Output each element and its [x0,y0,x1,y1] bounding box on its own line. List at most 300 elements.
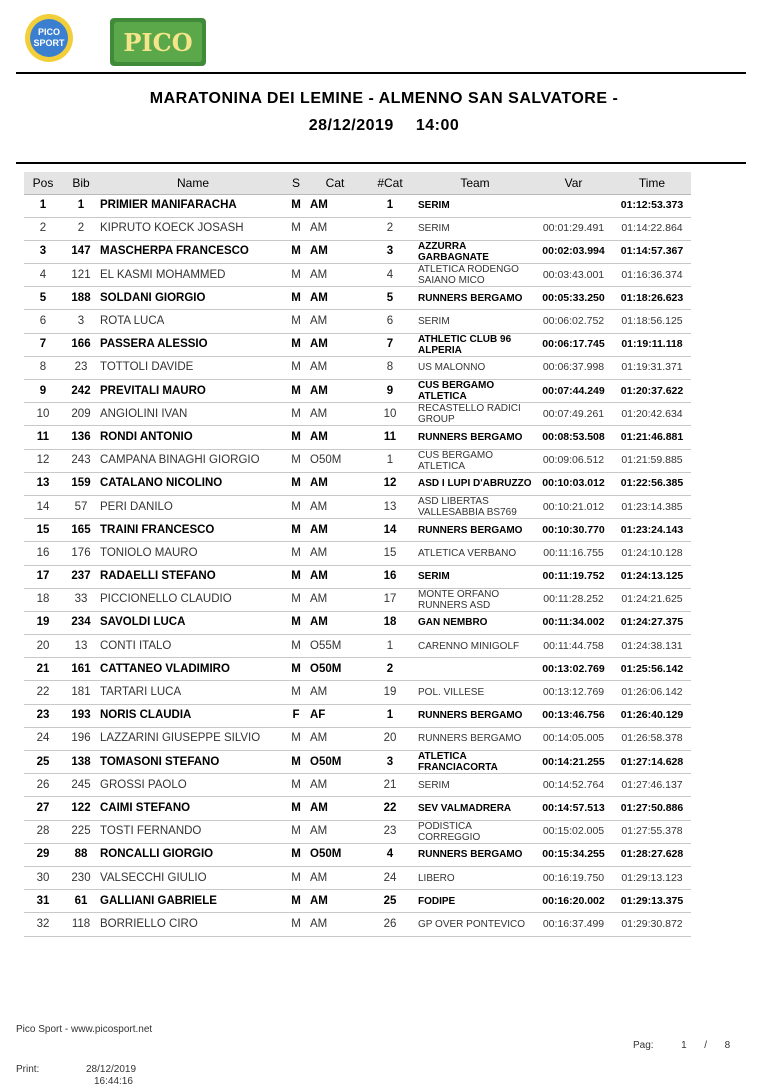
cell-name: NORIS CLAUDIA [100,704,286,727]
cell-bib: 57 [62,495,100,518]
table-row [24,240,691,263]
cell-pos: 9 [24,380,62,403]
cell-sex: M [286,658,306,681]
cell-pos: 4 [24,264,62,287]
table-row [24,472,691,495]
col-header-cat: Cat [306,172,364,194]
cell-pos: 6 [24,310,62,333]
cell-cat-rank: 15 [364,542,416,565]
cell-var: 00:11:19.752 [534,565,613,588]
cell-var: 00:01:29.491 [534,217,613,240]
cell-cat: AM [306,797,364,820]
cell-name: PERI DANILO [100,495,286,518]
cell-cat-rank: 7 [364,333,416,356]
cell-time: 01:24:10.128 [613,542,691,565]
cell-sex: M [286,240,306,263]
cell-var: 00:06:02.752 [534,310,613,333]
cell-var: 00:14:05.005 [534,727,613,750]
cell-pos: 21 [24,658,62,681]
cell-sex: M [286,426,306,449]
cell-sex: M [286,890,306,913]
table-row [24,681,691,704]
cell-pos: 25 [24,751,62,774]
cell-cat-rank: 22 [364,797,416,820]
cell-var: 00:07:49.261 [534,403,613,426]
cell-name: GROSSI PAOLO [100,774,286,797]
cell-bib: 136 [62,426,100,449]
header-rule [16,72,746,74]
cell-cat-rank: 3 [364,751,416,774]
logo-text-2: SPORT [33,38,65,48]
cell-pos: 18 [24,588,62,611]
cell-var [534,194,613,217]
cell-sex: M [286,333,306,356]
cell-team: ATLETICA FRANCIACORTA [416,751,534,774]
cell-sex: M [286,310,306,333]
cell-var: 00:16:20.002 [534,890,613,913]
cell-var: 00:08:53.508 [534,426,613,449]
col-header-cat-rank: #Cat [364,172,416,194]
cell-sex: M [286,542,306,565]
cell-bib: 188 [62,287,100,310]
cell-time: 01:20:37.622 [613,380,691,403]
logo-text-3: PICO [123,28,193,57]
cell-cat: AM [306,194,364,217]
cell-cat: AM [306,611,364,634]
cell-team: MONTE ORFANO RUNNERS ASD [416,588,534,611]
cell-pos: 12 [24,449,62,472]
cell-name: PICCIONELLO CLAUDIO [100,588,286,611]
cell-time: 01:26:58.378 [613,727,691,750]
cell-pos: 19 [24,611,62,634]
cell-name: PREVITALI MAURO [100,380,286,403]
cell-time: 01:25:56.142 [613,658,691,681]
cell-time: 01:12:53.373 [613,194,691,217]
cell-team: RUNNERS BERGAMO [416,727,534,750]
table-row [24,797,691,820]
cell-cat-rank: 24 [364,866,416,889]
cell-var: 00:10:21.012 [534,495,613,518]
cell-pos: 14 [24,495,62,518]
cell-bib: 3 [62,310,100,333]
cell-bib: 88 [62,843,100,866]
cell-bib: 122 [62,797,100,820]
cell-cat-rank: 8 [364,356,416,379]
cell-time: 01:27:50.886 [613,797,691,820]
cell-pos: 20 [24,635,62,658]
cell-sex: M [286,727,306,750]
cell-var: 00:10:30.770 [534,519,613,542]
cell-sex: M [286,681,306,704]
cell-sex: M [286,797,306,820]
cell-var: 00:15:02.005 [534,820,613,843]
cell-cat: AM [306,495,364,518]
cell-time: 01:14:22.864 [613,217,691,240]
cell-time: 01:19:31.371 [613,356,691,379]
print-time: 16:44:16 [94,1076,133,1087]
cell-cat: AM [306,913,364,936]
cell-name: PRIMIER MANIFARACHA [100,194,286,217]
cell-cat: AM [306,774,364,797]
cell-time: 01:21:46.881 [613,426,691,449]
cell-team: ATLETICA RODENGO SAIANO MICO [416,264,534,287]
cell-time: 01:29:30.872 [613,913,691,936]
results-body [24,194,691,936]
cell-time: 01:22:56.385 [613,472,691,495]
cell-time: 01:24:21.625 [613,588,691,611]
logo-text-1: PICO [37,27,61,37]
cell-team: PODISTICA CORREGGIO [416,820,534,843]
cell-bib: 243 [62,449,100,472]
cell-time: 01:14:57.367 [613,240,691,263]
cell-bib: 1 [62,194,100,217]
cell-pos: 11 [24,426,62,449]
col-header-bib: Bib [62,172,100,194]
cell-cat-rank: 25 [364,890,416,913]
cell-cat-rank: 4 [364,843,416,866]
cell-sex: M [286,751,306,774]
cell-team: LIBERO [416,866,534,889]
cell-cat: AF [306,704,364,727]
cell-team: RUNNERS BERGAMO [416,519,534,542]
cell-pos: 1 [24,194,62,217]
cell-cat: AM [306,333,364,356]
pico-sport-logo [22,12,76,64]
cell-var: 00:06:17.745 [534,333,613,356]
cell-pos: 17 [24,565,62,588]
page-current: 1 [681,1040,687,1051]
cell-cat-rank: 11 [364,426,416,449]
cell-cat-rank: 5 [364,287,416,310]
cell-name: PASSERA ALESSIO [100,333,286,356]
cell-name: ANGIOLINI IVAN [100,403,286,426]
cell-sex: M [286,611,306,634]
table-row [24,611,691,634]
cell-name: CATTANEO VLADIMIRO [100,658,286,681]
cell-var: 00:11:16.755 [534,542,613,565]
cell-name: LAZZARINI GIUSEPPE SILVIO [100,727,286,750]
col-header-sex: S [286,172,306,194]
table-row [24,913,691,936]
table-header-row [24,172,691,194]
cell-team: ASD I LUPI D'ABRUZZO [416,472,534,495]
cell-team: ATLETICA VERBANO [416,542,534,565]
cell-cat: AM [306,681,364,704]
cell-var: 00:09:06.512 [534,449,613,472]
cell-sex: M [286,472,306,495]
cell-name: CAMPANA BINAGHI GIORGIO [100,449,286,472]
cell-name: RONDI ANTONIO [100,426,286,449]
cell-time: 01:24:38.131 [613,635,691,658]
table-row [24,449,691,472]
pagination [633,1040,730,1051]
cell-cat: AM [306,310,364,333]
cell-time: 01:19:11.118 [613,333,691,356]
cell-var: 00:14:21.255 [534,751,613,774]
cell-cat: AM [306,565,364,588]
table-row [24,751,691,774]
cell-sex: M [286,913,306,936]
cell-sex: M [286,588,306,611]
cell-sex: M [286,565,306,588]
cell-bib: 2 [62,217,100,240]
cell-sex: M [286,774,306,797]
cell-cat-rank: 17 [364,588,416,611]
table-row [24,217,691,240]
cell-bib: 165 [62,519,100,542]
cell-team: SERIM [416,774,534,797]
cell-team: GP OVER PONTEVICO [416,913,534,936]
cell-name: TONIOLO MAURO [100,542,286,565]
event-time: 14:00 [415,117,460,134]
col-header-pos: Pos [24,172,62,194]
cell-sex: M [286,635,306,658]
cell-time: 01:27:14.628 [613,751,691,774]
cell-cat-rank: 2 [364,658,416,681]
cell-bib: 33 [62,588,100,611]
cell-team: SERIM [416,310,534,333]
title-rule [16,162,746,164]
cell-team: SEV VALMADRERA [416,797,534,820]
table-row [24,774,691,797]
event-datetime [0,117,768,135]
cell-team: FODIPE [416,890,534,913]
cell-cat: AM [306,890,364,913]
cell-name: SOLDANI GIORGIO [100,287,286,310]
cell-time: 01:29:13.375 [613,890,691,913]
event-date: 28/12/2019 [308,117,394,134]
pico-event-logo [110,18,206,66]
cell-team: SERIM [416,565,534,588]
table-row [24,866,691,889]
table-row [24,519,691,542]
cell-time: 01:29:13.123 [613,866,691,889]
cell-sex: M [286,495,306,518]
cell-cat-rank: 16 [364,565,416,588]
col-header-name: Name [100,172,286,194]
cell-bib: 161 [62,658,100,681]
cell-pos: 23 [24,704,62,727]
cell-name: VALSECCHI GIULIO [100,866,286,889]
cell-cat-rank: 1 [364,704,416,727]
cell-bib: 13 [62,635,100,658]
cell-bib: 196 [62,727,100,750]
table-row [24,333,691,356]
cell-cat: AM [306,542,364,565]
cell-cat: O50M [306,658,364,681]
cell-sex: M [286,519,306,542]
cell-bib: 118 [62,913,100,936]
cell-time: 01:18:56.125 [613,310,691,333]
cell-var: 00:16:37.499 [534,913,613,936]
table-row [24,403,691,426]
cell-pos: 24 [24,727,62,750]
cell-time: 01:20:42.634 [613,403,691,426]
cell-cat-rank: 20 [364,727,416,750]
cell-cat-rank: 23 [364,820,416,843]
table-row [24,588,691,611]
cell-cat: O50M [306,449,364,472]
cell-sex: M [286,403,306,426]
cell-var: 00:11:44.758 [534,635,613,658]
cell-pos: 16 [24,542,62,565]
cell-bib: 159 [62,472,100,495]
cell-pos: 22 [24,681,62,704]
print-date: 28/12/2019 [86,1064,137,1075]
cell-var: 00:15:34.255 [534,843,613,866]
cell-time: 01:23:24.143 [613,519,691,542]
cell-cat: AM [306,426,364,449]
cell-cat-rank: 3 [364,240,416,263]
cell-cat-rank: 4 [364,264,416,287]
table-row [24,704,691,727]
cell-sex: M [286,217,306,240]
cell-time: 01:24:27.375 [613,611,691,634]
table-row [24,658,691,681]
table-row [24,890,691,913]
cell-var: 00:05:33.250 [534,287,613,310]
cell-bib: 121 [62,264,100,287]
cell-name: ROTA LUCA [100,310,286,333]
cell-bib: 209 [62,403,100,426]
cell-cat-rank: 19 [364,681,416,704]
cell-cat-rank: 10 [364,403,416,426]
cell-bib: 230 [62,866,100,889]
cell-team [416,658,534,681]
cell-bib: 166 [62,333,100,356]
cell-team: POL. VILLESE [416,681,534,704]
cell-cat: AM [306,727,364,750]
cell-cat: O55M [306,635,364,658]
cell-cat: AM [306,356,364,379]
table-row [24,426,691,449]
table-row [24,820,691,843]
cell-name: CATALANO NICOLINO [100,472,286,495]
cell-cat: O50M [306,843,364,866]
cell-bib: 138 [62,751,100,774]
cell-name: KIPRUTO KOECK JOSASH [100,217,286,240]
print-label: Print: [16,1064,40,1075]
cell-name: RONCALLI GIORGIO [100,843,286,866]
cell-pos: 30 [24,866,62,889]
cell-name: GALLIANI GABRIELE [100,890,286,913]
cell-cat: AM [306,472,364,495]
cell-sex: M [286,820,306,843]
cell-cat: AM [306,403,364,426]
cell-team: RUNNERS BERGAMO [416,704,534,727]
cell-time: 01:24:13.125 [613,565,691,588]
cell-pos: 32 [24,913,62,936]
cell-cat-rank: 9 [364,380,416,403]
cell-bib: 245 [62,774,100,797]
cell-team: SERIM [416,217,534,240]
table-row [24,264,691,287]
cell-cat: AM [306,588,364,611]
cell-cat-rank: 26 [364,913,416,936]
cell-pos: 29 [24,843,62,866]
cell-cat: AM [306,380,364,403]
cell-pos: 28 [24,820,62,843]
cell-bib: 234 [62,611,100,634]
cell-sex: M [286,356,306,379]
cell-pos: 27 [24,797,62,820]
cell-bib: 147 [62,240,100,263]
col-header-var: Var [534,172,613,194]
cell-cat-rank: 12 [364,472,416,495]
cell-team: GAN NEMBRO [416,611,534,634]
cell-name: MASCHERPA FRANCESCO [100,240,286,263]
cell-var: 00:14:57.513 [534,797,613,820]
cell-sex: M [286,449,306,472]
cell-cat-rank: 21 [364,774,416,797]
cell-pos: 13 [24,472,62,495]
cell-bib: 23 [62,356,100,379]
cell-team: ASD LIBERTAS VALLESABBIA BS769 [416,495,534,518]
cell-pos: 7 [24,333,62,356]
cell-sex: M [286,380,306,403]
cell-cat: AM [306,240,364,263]
page-total: 8 [724,1040,731,1051]
results-table [24,172,691,937]
cell-name: TOMASONI STEFANO [100,751,286,774]
cell-pos: 15 [24,519,62,542]
cell-bib: 225 [62,820,100,843]
cell-time: 01:27:55.378 [613,820,691,843]
cell-bib: 61 [62,890,100,913]
cell-time: 01:21:59.885 [613,449,691,472]
cell-cat: AM [306,287,364,310]
cell-team: RUNNERS BERGAMO [416,426,534,449]
cell-cat: AM [306,519,364,542]
cell-sex: M [286,866,306,889]
page-separator: / [704,1040,708,1051]
cell-name: TOSTI FERNANDO [100,820,286,843]
cell-team: ATHLETIC CLUB 96 ALPERIA [416,333,534,356]
cell-time: 01:18:26.623 [613,287,691,310]
table-row [24,843,691,866]
cell-team: RUNNERS BERGAMO [416,843,534,866]
cell-var: 00:13:02.769 [534,658,613,681]
cell-cat: AM [306,264,364,287]
cell-cat: O50M [306,751,364,774]
cell-team: CUS BERGAMO ATLETICA [416,380,534,403]
cell-cat: AM [306,217,364,240]
table-row [24,356,691,379]
cell-var: 00:13:46.756 [534,704,613,727]
cell-name: TARTARI LUCA [100,681,286,704]
cell-name: EL KASMI MOHAMMED [100,264,286,287]
cell-sex: M [286,264,306,287]
cell-time: 01:27:46.137 [613,774,691,797]
cell-bib: 193 [62,704,100,727]
cell-name: CAIMI STEFANO [100,797,286,820]
cell-pos: 10 [24,403,62,426]
cell-pos: 2 [24,217,62,240]
cell-var: 00:14:52.764 [534,774,613,797]
cell-team: RUNNERS BERGAMO [416,287,534,310]
cell-team: AZZURRA GARBAGNATE [416,240,534,263]
cell-bib: 237 [62,565,100,588]
cell-sex: M [286,287,306,310]
table-row [24,542,691,565]
cell-cat-rank: 1 [364,635,416,658]
cell-var: 00:11:34.002 [534,611,613,634]
cell-time: 01:16:36.374 [613,264,691,287]
table-row [24,565,691,588]
cell-cat-rank: 18 [364,611,416,634]
cell-team: US MALONNO [416,356,534,379]
cell-time: 01:28:27.628 [613,843,691,866]
